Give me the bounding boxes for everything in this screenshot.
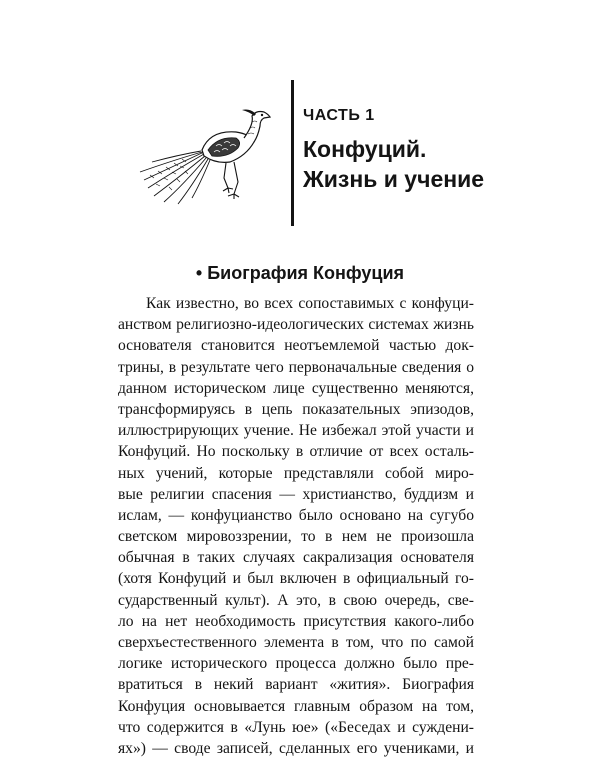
text-line: вые религии спасения — христианство, буддизм и (118, 485, 474, 503)
text-line: трины, в результате чего первоначальные сведения о (118, 358, 474, 376)
text-line: сударственный культ). А это, в свою очередь, све- (118, 591, 474, 609)
text-line: ло на нет необходимость присутствия какого-либо (118, 612, 474, 630)
text-line: Конфуция основывается главным образом на том, (118, 697, 474, 715)
text-line: Как известно, во всех сопоставимых с конфуци- (146, 295, 474, 312)
vertical-divider (291, 80, 294, 226)
text-line: сверхъестественного элемента в том, что по самой (118, 634, 474, 651)
text-line: что содержится в «Лунь юе» («Беседах и суждени- (118, 718, 474, 736)
text-line: анством религиозно-идеологических системах жизнь (118, 316, 474, 334)
text-line: ислам, — конфуцианство было основано на сугубо (118, 506, 474, 524)
text-line: (хотя Конфуций и был включен в официальный го- (118, 570, 474, 588)
pheasant-illustration (138, 108, 288, 208)
part-title-line-1: Конфуций. (303, 136, 427, 162)
text-line: трансформируясь в цепь показательных эпизодов, (118, 400, 474, 418)
body-paragraph (118, 293, 474, 759)
text-line: ных учений, которые представляли собой миро- (118, 464, 474, 482)
part-label: ЧАСТЬ 1 (303, 107, 375, 124)
text-line: вратиться в некий вариант «жития». Биография (118, 676, 474, 694)
text-line: Конфуций. Но поскольку в отличие от всех осталь- (118, 443, 474, 461)
text-line: обычная в таких случаях сакрализация основателя (118, 549, 474, 567)
text-line: светском мировоззрении, то в нем не произошла (118, 528, 474, 546)
text-line: данном историческом лице существенно меняются, (118, 379, 474, 397)
text-line: иллюстрирующих учение. Не избежал этой участи и (118, 422, 474, 440)
part-title (303, 134, 484, 194)
part-title-line-2: Жизнь и учение (303, 166, 485, 192)
text-line: ях») — своде записей, сделанных его учениками, и (118, 739, 474, 757)
section-heading: • Биография Конфуция (195, 263, 405, 283)
text-line: основателя становится неотъемлемой частью док- (118, 337, 474, 355)
text-line: логике исторического процесса должно было пре- (118, 655, 474, 673)
